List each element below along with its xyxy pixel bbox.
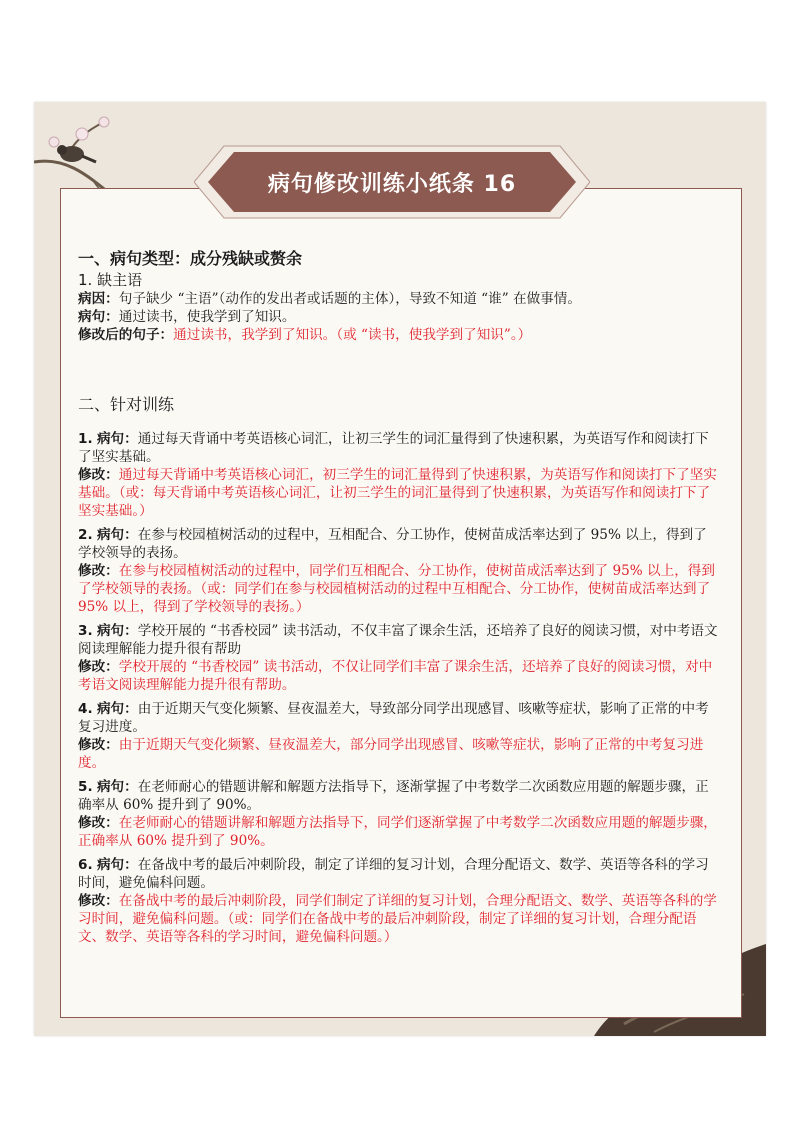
sentence-line	[78, 308, 718, 326]
main-content	[78, 248, 718, 946]
sentence-label: 病句：	[78, 309, 119, 325]
fix-text: 在老师耐心的错题讲解和解题方法指导下，同学们逐渐掌握了中考数学二次函数应用题的解题步骤，正确率从 60% 提升到了 90%。	[78, 815, 717, 849]
item-number: 6.	[78, 857, 93, 873]
sick-text: 在参与校园植树活动的过程中，互相配合、分工协作，使树苗成活率达到了 95% 以上，得到了学校领导的表扬。	[78, 527, 707, 561]
sick-text: 由于近期天气变化频繁、昼夜温差大，导致部分同学出现感冒、咳嗽等症状，影响了正常的中考复习进度。	[78, 701, 709, 735]
list-item	[78, 526, 718, 616]
fixed-line	[78, 326, 718, 344]
list-item	[78, 430, 718, 520]
list-item	[78, 778, 718, 850]
item-number: 5.	[78, 779, 93, 795]
sick-label: 病句：	[96, 623, 138, 639]
sick-text: 在老师耐心的错题讲解和解题方法指导下，逐渐掌握了中考数学二次函数应用题的解题步骤，正确率从 60% 提升到了 90%。	[78, 779, 709, 813]
page-title: 病句修改训练小纸条 16	[267, 171, 517, 197]
fix-line	[78, 814, 718, 850]
sentence-text: 通过读书，使我学到了知识。	[118, 309, 296, 325]
list-item	[78, 856, 718, 946]
sick-text: 在备战中考的最后冲刺阶段，制定了详细的复习计划，合理分配语文、数学、英语等各科的学习时间，避免偏科问题。	[78, 857, 709, 891]
fix-line	[78, 466, 718, 520]
fixed-label: 修改后的句子：	[78, 327, 174, 343]
sick-line	[78, 526, 718, 562]
exercise-list	[78, 430, 718, 946]
fix-line	[78, 892, 718, 946]
fixed-text: 通过读书，我学到了知识。（或 “读书，使我学到了知识”。）	[173, 327, 532, 343]
cause-label: 病因：	[78, 291, 119, 307]
list-item	[78, 622, 718, 694]
page-frame	[34, 102, 766, 1036]
fix-label: 修改：	[78, 563, 119, 579]
cause-line	[78, 290, 718, 308]
fix-text: 在备战中考的最后冲刺阶段，同学们制定了详细的复习计划，合理分配语文、数学、英语等各科的学习时间，避免偏科问题。（或：同学们在备战中考的最后冲刺阶段，制定了详细的复习计划，合理分配语文、数学、英语等各科的学习时间，避免偏科问题。）	[78, 893, 717, 945]
item-number: 3.	[78, 623, 93, 639]
fix-label: 修改：	[78, 659, 119, 675]
fix-text: 由于近期天气变化频繁、昼夜温差大，部分同学出现感冒、咳嗽等症状，影响了正常的中考复习进度。	[78, 737, 704, 771]
sick-line	[78, 430, 718, 466]
sick-line	[78, 700, 718, 736]
sick-label: 病句：	[96, 431, 138, 447]
fix-label: 修改：	[78, 815, 119, 831]
sick-label: 病句：	[96, 527, 138, 543]
fix-line	[78, 736, 718, 772]
fix-text: 在参与校园植树活动的过程中，同学们互相配合、分工协作，使树苗成活率达到了 95% 以上，得到了学校领导的表扬。（或：同学们在参与校园植树活动的过程中互相配合、分工协作，使树苗成活率达到了 95% 以上，得到了学校领导的表扬。）	[78, 563, 715, 615]
sick-line	[78, 778, 718, 814]
fix-label: 修改：	[78, 737, 119, 753]
item-number: 2.	[78, 527, 93, 543]
section1-heading: 一、病句类型：成分残缺或赘余	[78, 249, 303, 268]
fix-text: 学校开展的 “书香校园” 读书活动，不仅让同学们丰富了课余生活，还培养了良好的阅读习惯，对中考语文阅读理解能力提升很有帮助。	[78, 659, 713, 693]
sick-line	[78, 856, 718, 892]
fix-text: 通过每天背诵中考英语核心词汇，初三学生的词汇量得到了快速积累，为英语写作和阅读打下了坚实基础。（或：每天背诵中考英语核心词汇，让初三学生的词汇量得到了快速积累，为英语写作和阅读打下了坚实基础。）	[78, 467, 717, 519]
sick-label: 病句：	[96, 701, 138, 717]
cause-text: 句子缺少 “主语”（动作的发出者或话题的主体），导致不知道 “谁” 在做事情。	[118, 291, 581, 307]
fix-line	[78, 658, 718, 694]
fix-line	[78, 562, 718, 616]
section1-subheading: 1. 缺主语	[78, 271, 143, 289]
sick-label: 病句：	[96, 779, 138, 795]
fix-label: 修改：	[78, 467, 119, 483]
item-number: 4.	[78, 701, 93, 717]
list-item	[78, 700, 718, 772]
spacer	[78, 344, 718, 394]
sick-text: 通过每天背诵中考英语核心词汇，让初三学生的词汇量得到了快速积累，为英语写作和阅读打下了坚实基础。	[78, 431, 709, 465]
item-number: 1.	[78, 431, 93, 447]
section2-heading: 二、针对训练	[78, 395, 175, 414]
fix-label: 修改：	[78, 893, 119, 909]
sick-text: 学校开展的 “书香校园” 读书活动，不仅丰富了课余生活，还培养了良好的阅读习惯，对中考语文阅读理解能力提升很有帮助	[78, 623, 718, 657]
sick-label: 病句：	[96, 857, 138, 873]
sick-line	[78, 622, 718, 658]
